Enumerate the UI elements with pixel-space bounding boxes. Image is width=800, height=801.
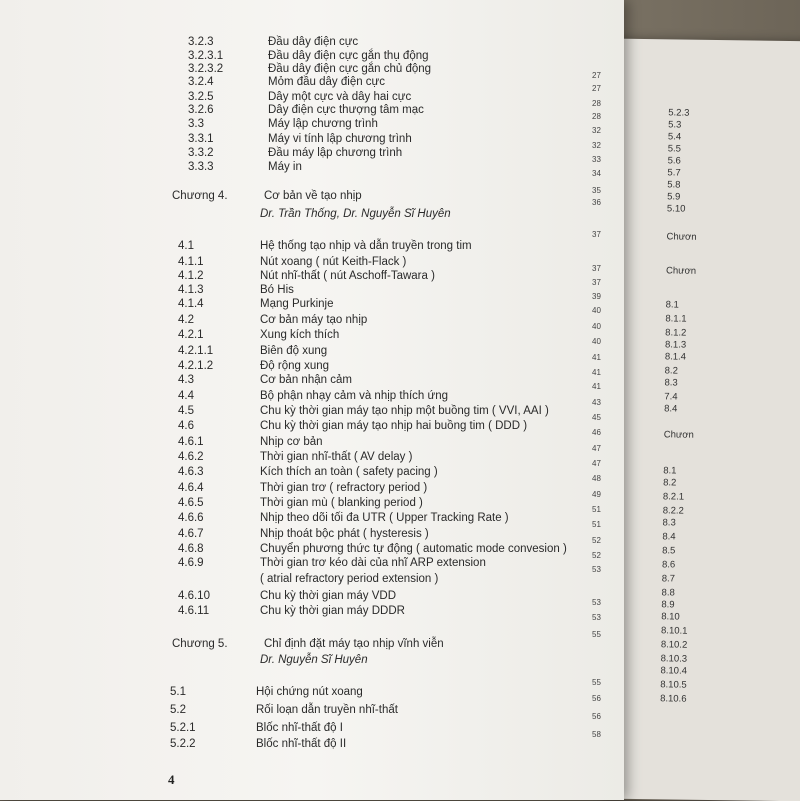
toc-entry-page: 47 xyxy=(592,444,601,453)
right-page-entry-number: 8.4 xyxy=(664,403,678,415)
toc-entry-number: 4.6.11 xyxy=(178,605,210,617)
toc-entry-number: 4.4 xyxy=(178,390,194,402)
toc-entry-number: 4.6.7 xyxy=(178,528,204,540)
right-page-entry-number: Chươn xyxy=(663,429,694,441)
toc-entry-page: 58 xyxy=(592,730,601,739)
toc-entry-title: Đầu dây điện cực xyxy=(268,36,359,48)
right-page-entry-number: 8.10.3 xyxy=(660,653,688,665)
toc-entry-title: Độ rộng xung xyxy=(260,360,330,372)
right-page xyxy=(607,39,800,801)
toc-entry-title: Thời gian mù ( blanking period ) xyxy=(260,497,423,509)
toc-entry-number: 4.1 xyxy=(178,240,194,252)
toc-entry-title: Bộ phận nhạy cảm và nhịp thích ứng xyxy=(260,390,448,402)
toc-entry-page: 52 xyxy=(592,551,601,560)
toc-entry-number: Chương 4. xyxy=(172,190,228,202)
toc-entry-page: 41 xyxy=(592,353,601,362)
toc-entry-page: 34 xyxy=(592,169,601,178)
toc-entry-page: 37 xyxy=(592,230,601,239)
toc-entry-title: Cơ bản về tạo nhịp xyxy=(264,190,362,202)
toc-entry-number: 4.1.1 xyxy=(178,256,204,268)
toc-entry-number: 4.6.5 xyxy=(178,497,204,509)
toc-entry-title: Thời gian trơ ( refractory period ) xyxy=(260,482,428,494)
toc-entry-number: 5.1 xyxy=(170,686,186,698)
right-page-entry-number: 8.10.5 xyxy=(660,679,687,691)
right-page-entry-number: 8.10.1 xyxy=(660,625,688,637)
right-page-entry-number: 5.10 xyxy=(666,203,686,215)
page-number: 4 xyxy=(168,772,175,787)
right-page-entry-number: 8.1 xyxy=(665,299,679,311)
toc-entry-page: 40 xyxy=(592,306,601,315)
toc-entry-page: 55 xyxy=(592,630,601,639)
toc-entry-title: Chu kỳ thời gian máy tạo nhịp một buồng tim ( VVI, AAI ) xyxy=(260,405,549,417)
toc-entry-number: 3.2.3 xyxy=(188,36,214,48)
chapter-author: Dr. Trần Thống, Dr. Nguyễn Sĩ Huyên xyxy=(260,208,451,220)
right-page-entry-number: 8.8 xyxy=(661,587,675,599)
toc-entry-title: Blốc nhĩ-thất độ I xyxy=(256,722,343,734)
toc-entry-title: Rối loạn dẫn truyền nhĩ-thất xyxy=(256,704,398,716)
toc-entry-page: 37 xyxy=(592,278,601,287)
toc-entry-page: 55 xyxy=(592,678,601,687)
right-page-entry-number: 5.6 xyxy=(667,155,681,167)
toc-entry-number: 4.2.1.2 xyxy=(178,360,214,372)
toc-entry-page: 53 xyxy=(592,565,601,574)
toc-entry-page: 46 xyxy=(592,428,601,437)
toc-entry-title: Chu kỳ thời gian máy DDDR xyxy=(260,605,405,617)
toc-entry-title: Xung kích thích xyxy=(260,329,340,341)
toc-entry-page: 41 xyxy=(592,368,601,377)
toc-entry-title: Kích thích an toàn ( safety pacing ) xyxy=(260,466,438,478)
right-page-entry-number: 8.2 xyxy=(663,477,677,489)
toc-entry-page: 52 xyxy=(592,536,601,545)
toc-entry-page: 43 xyxy=(592,398,601,407)
toc-entry-number: 5.2.1 xyxy=(170,722,196,734)
toc-entry-title: Nhịp thoát bộc phát ( hysteresis ) xyxy=(260,528,429,540)
right-page-entry-number: 5.7 xyxy=(667,167,681,179)
right-page-entry-number: 8.2.1 xyxy=(662,491,685,503)
toc-entry-number: 3.3.1 xyxy=(188,133,214,145)
toc-entry-title: Thời gian nhĩ-thất ( AV delay ) xyxy=(260,451,413,463)
right-page-entry-number: 8.10.6 xyxy=(660,693,687,705)
toc-entry-page: 33 xyxy=(592,155,601,164)
toc-entry-title: Đầu dây điện cực gắn thụ động xyxy=(268,50,429,62)
toc-entry-page: 53 xyxy=(592,613,601,622)
toc-entry-title: Mạng Purkinje xyxy=(260,298,334,310)
toc-entry-number: 4.1.4 xyxy=(178,298,204,310)
toc-entry-title: Thời gian trơ kéo dài của nhĩ ARP extension xyxy=(260,557,486,569)
toc-entry-title: Máy in xyxy=(268,161,302,173)
toc-entry-title: Đầu dây điện cực gắn chủ động xyxy=(268,63,432,75)
toc-entry-number: 4.6.2 xyxy=(178,451,204,463)
toc-entry-number: 4.1.2 xyxy=(178,270,204,282)
toc-entry-title: Máy lập chương trình xyxy=(268,118,378,130)
toc-entry-title: Chuyển phương thức tự động ( automatic mode convesion ) xyxy=(260,543,567,555)
right-page-entry-number: 8.10.4 xyxy=(660,665,687,677)
toc-entry-number: 4.2.1 xyxy=(178,329,204,341)
toc-entry-number: 4.2.1.1 xyxy=(178,345,214,357)
toc-entry-number: 3.2.4 xyxy=(188,76,214,88)
right-page-entry-number: 8.1.1 xyxy=(665,313,687,325)
toc-entry-number: 3.3.3 xyxy=(188,161,214,173)
toc-entry-title: Chu kỳ thời gian máy tạo nhịp hai buồng tim ( DDD ) xyxy=(260,420,528,432)
toc-entry-title: Mỏm đầu dây điện cực xyxy=(268,76,386,88)
toc-entry-number: 5.2.2 xyxy=(170,738,196,750)
right-page-entry-number: Chươn xyxy=(666,265,697,277)
toc-entry-page: 35 xyxy=(592,186,601,195)
right-page-entry-number: Chươn xyxy=(666,231,697,243)
toc-entry-title: Blốc nhĩ-thất độ II xyxy=(256,738,347,750)
toc-entry-number: 3.3.2 xyxy=(188,147,214,159)
right-page-entry-number: 5.8 xyxy=(667,179,681,191)
toc-entry-number: 4.6.10 xyxy=(178,590,210,602)
toc-entry-number: 3.2.5 xyxy=(188,91,214,103)
toc-entry-page: 47 xyxy=(592,459,601,468)
toc-entry-title: ( atrial refractory period extension ) xyxy=(260,573,439,585)
toc-entry-number: 3.2.6 xyxy=(188,104,214,116)
toc-entry-page: 41 xyxy=(592,382,601,391)
toc-entry-number: 4.2 xyxy=(178,314,194,326)
toc-entry-page: 28 xyxy=(592,112,601,121)
toc-entry-title: Hệ thống tạo nhịp và dẫn truyền trong tim xyxy=(260,240,472,252)
toc-entry-number: 4.6.3 xyxy=(178,466,204,478)
right-page-entry-number: 8.2.2 xyxy=(662,505,684,517)
toc-entry-title: Dây điện cực thượng tâm mạc xyxy=(268,104,424,116)
toc-entry-page: 36 xyxy=(592,198,601,207)
right-page-entry-number: 8.10 xyxy=(661,611,680,623)
toc-entry-page: 40 xyxy=(592,322,601,331)
toc-entry-number: 4.6.8 xyxy=(178,543,204,555)
toc-entry-title: Nút nhĩ-thất ( nút Aschoff-Tawara ) xyxy=(260,270,435,282)
right-page-entry-number: 5.2.3 xyxy=(668,107,690,119)
right-page-entry-number: 7.4 xyxy=(664,391,678,403)
toc-entry-page: 40 xyxy=(592,337,601,346)
toc-entry-number: 4.6.4 xyxy=(178,482,204,494)
right-page-entry-number: 8.3 xyxy=(664,377,678,389)
toc-entry-page: 53 xyxy=(592,598,601,607)
toc-entry-title: Nhịp cơ bản xyxy=(260,436,323,448)
chapter-author: Dr. Nguyễn Sĩ Huyên xyxy=(260,654,368,666)
toc-entry-number: 3.3 xyxy=(188,118,204,130)
right-page-entry-number: 5.3 xyxy=(668,119,682,131)
toc-entry-title: Chu kỳ thời gian máy VDD xyxy=(260,590,397,602)
toc-entry-number: 3.2.3.1 xyxy=(188,50,224,62)
toc-entry-number: Chương 5. xyxy=(172,638,228,650)
toc-entry-title: Nút xoang ( nút Keith-Flack ) xyxy=(260,256,407,268)
toc-entry-title: Dây một cực và dây hai cực xyxy=(268,91,412,103)
toc-entry-title: Biên độ xung xyxy=(260,345,328,357)
right-page-entry-number: 8.2 xyxy=(664,365,678,377)
toc-entry-page: 32 xyxy=(592,141,601,150)
toc-entry-page: 27 xyxy=(592,84,601,93)
right-page-entry-number: 8.5 xyxy=(662,545,676,557)
toc-entry-page: 27 xyxy=(592,71,601,80)
toc-entry-title: Chỉ định đặt máy tạo nhịp vĩnh viễn xyxy=(264,638,444,650)
toc-entry-page: 45 xyxy=(592,413,601,422)
toc-entry-page: 56 xyxy=(592,694,601,703)
right-page-entry-number: 8.3 xyxy=(662,517,676,529)
toc-entry-number: 4.6.1 xyxy=(178,436,204,448)
right-page-entry-number: 8.1.3 xyxy=(664,339,687,351)
toc-entry-page: 49 xyxy=(592,490,601,499)
right-page-entry-number: 8.1.2 xyxy=(665,327,687,339)
toc-entry-title: Hội chứng nút xoang xyxy=(256,686,363,698)
toc-entry-page: 56 xyxy=(592,712,601,721)
right-page-entry-number: 8.9 xyxy=(661,599,675,611)
toc-entry-number: 4.1.3 xyxy=(178,284,204,296)
right-page-entry-number: 5.5 xyxy=(667,143,682,155)
toc-entry-number: 3.2.3.2 xyxy=(188,63,224,75)
right-page-entry-number: 8.1 xyxy=(663,465,677,477)
toc-entry-page: 48 xyxy=(592,474,601,483)
toc-entry-page: 51 xyxy=(592,520,601,529)
toc-entry-page: 37 xyxy=(592,264,601,273)
right-page-entry-number: 8.10.2 xyxy=(660,639,688,651)
toc-entry-page: 32 xyxy=(592,126,601,135)
right-page-entry-number: 8.4 xyxy=(662,531,676,543)
right-page-entry-number: 8.7 xyxy=(661,573,676,585)
right-page-entry-number: 8.6 xyxy=(661,559,676,571)
right-page-entry-number: 8.1.4 xyxy=(664,351,687,363)
right-page-entry-number: 5.4 xyxy=(667,131,682,143)
toc-entry-title: Nhịp theo dõi tối đa UTR ( Upper Tracking Rate ) xyxy=(260,512,509,524)
toc-entry-number: 4.3 xyxy=(178,374,194,386)
toc-entry-number: 4.6 xyxy=(178,420,194,432)
toc-entry-number: 4.6.6 xyxy=(178,512,204,524)
toc-entry-title: Máy vi tính lập chương trình xyxy=(268,133,412,145)
toc-entry-title: Đầu máy lập chương trình xyxy=(268,147,403,159)
toc-entry-page: 51 xyxy=(592,505,601,514)
toc-entry-number: 5.2 xyxy=(170,704,186,716)
toc-entry-title: Cơ bản nhận cảm xyxy=(260,374,352,386)
toc-entry-title: Cơ bản máy tạo nhịp xyxy=(260,314,368,326)
toc-entry-title: Bó His xyxy=(260,284,294,296)
toc-entry-page: 39 xyxy=(592,292,601,301)
toc-entry-number: 4.6.9 xyxy=(178,557,204,569)
toc-entry-number: 4.5 xyxy=(178,405,194,417)
toc-entry-page: 28 xyxy=(592,99,601,108)
right-page-entry-number: 5.9 xyxy=(667,191,681,203)
